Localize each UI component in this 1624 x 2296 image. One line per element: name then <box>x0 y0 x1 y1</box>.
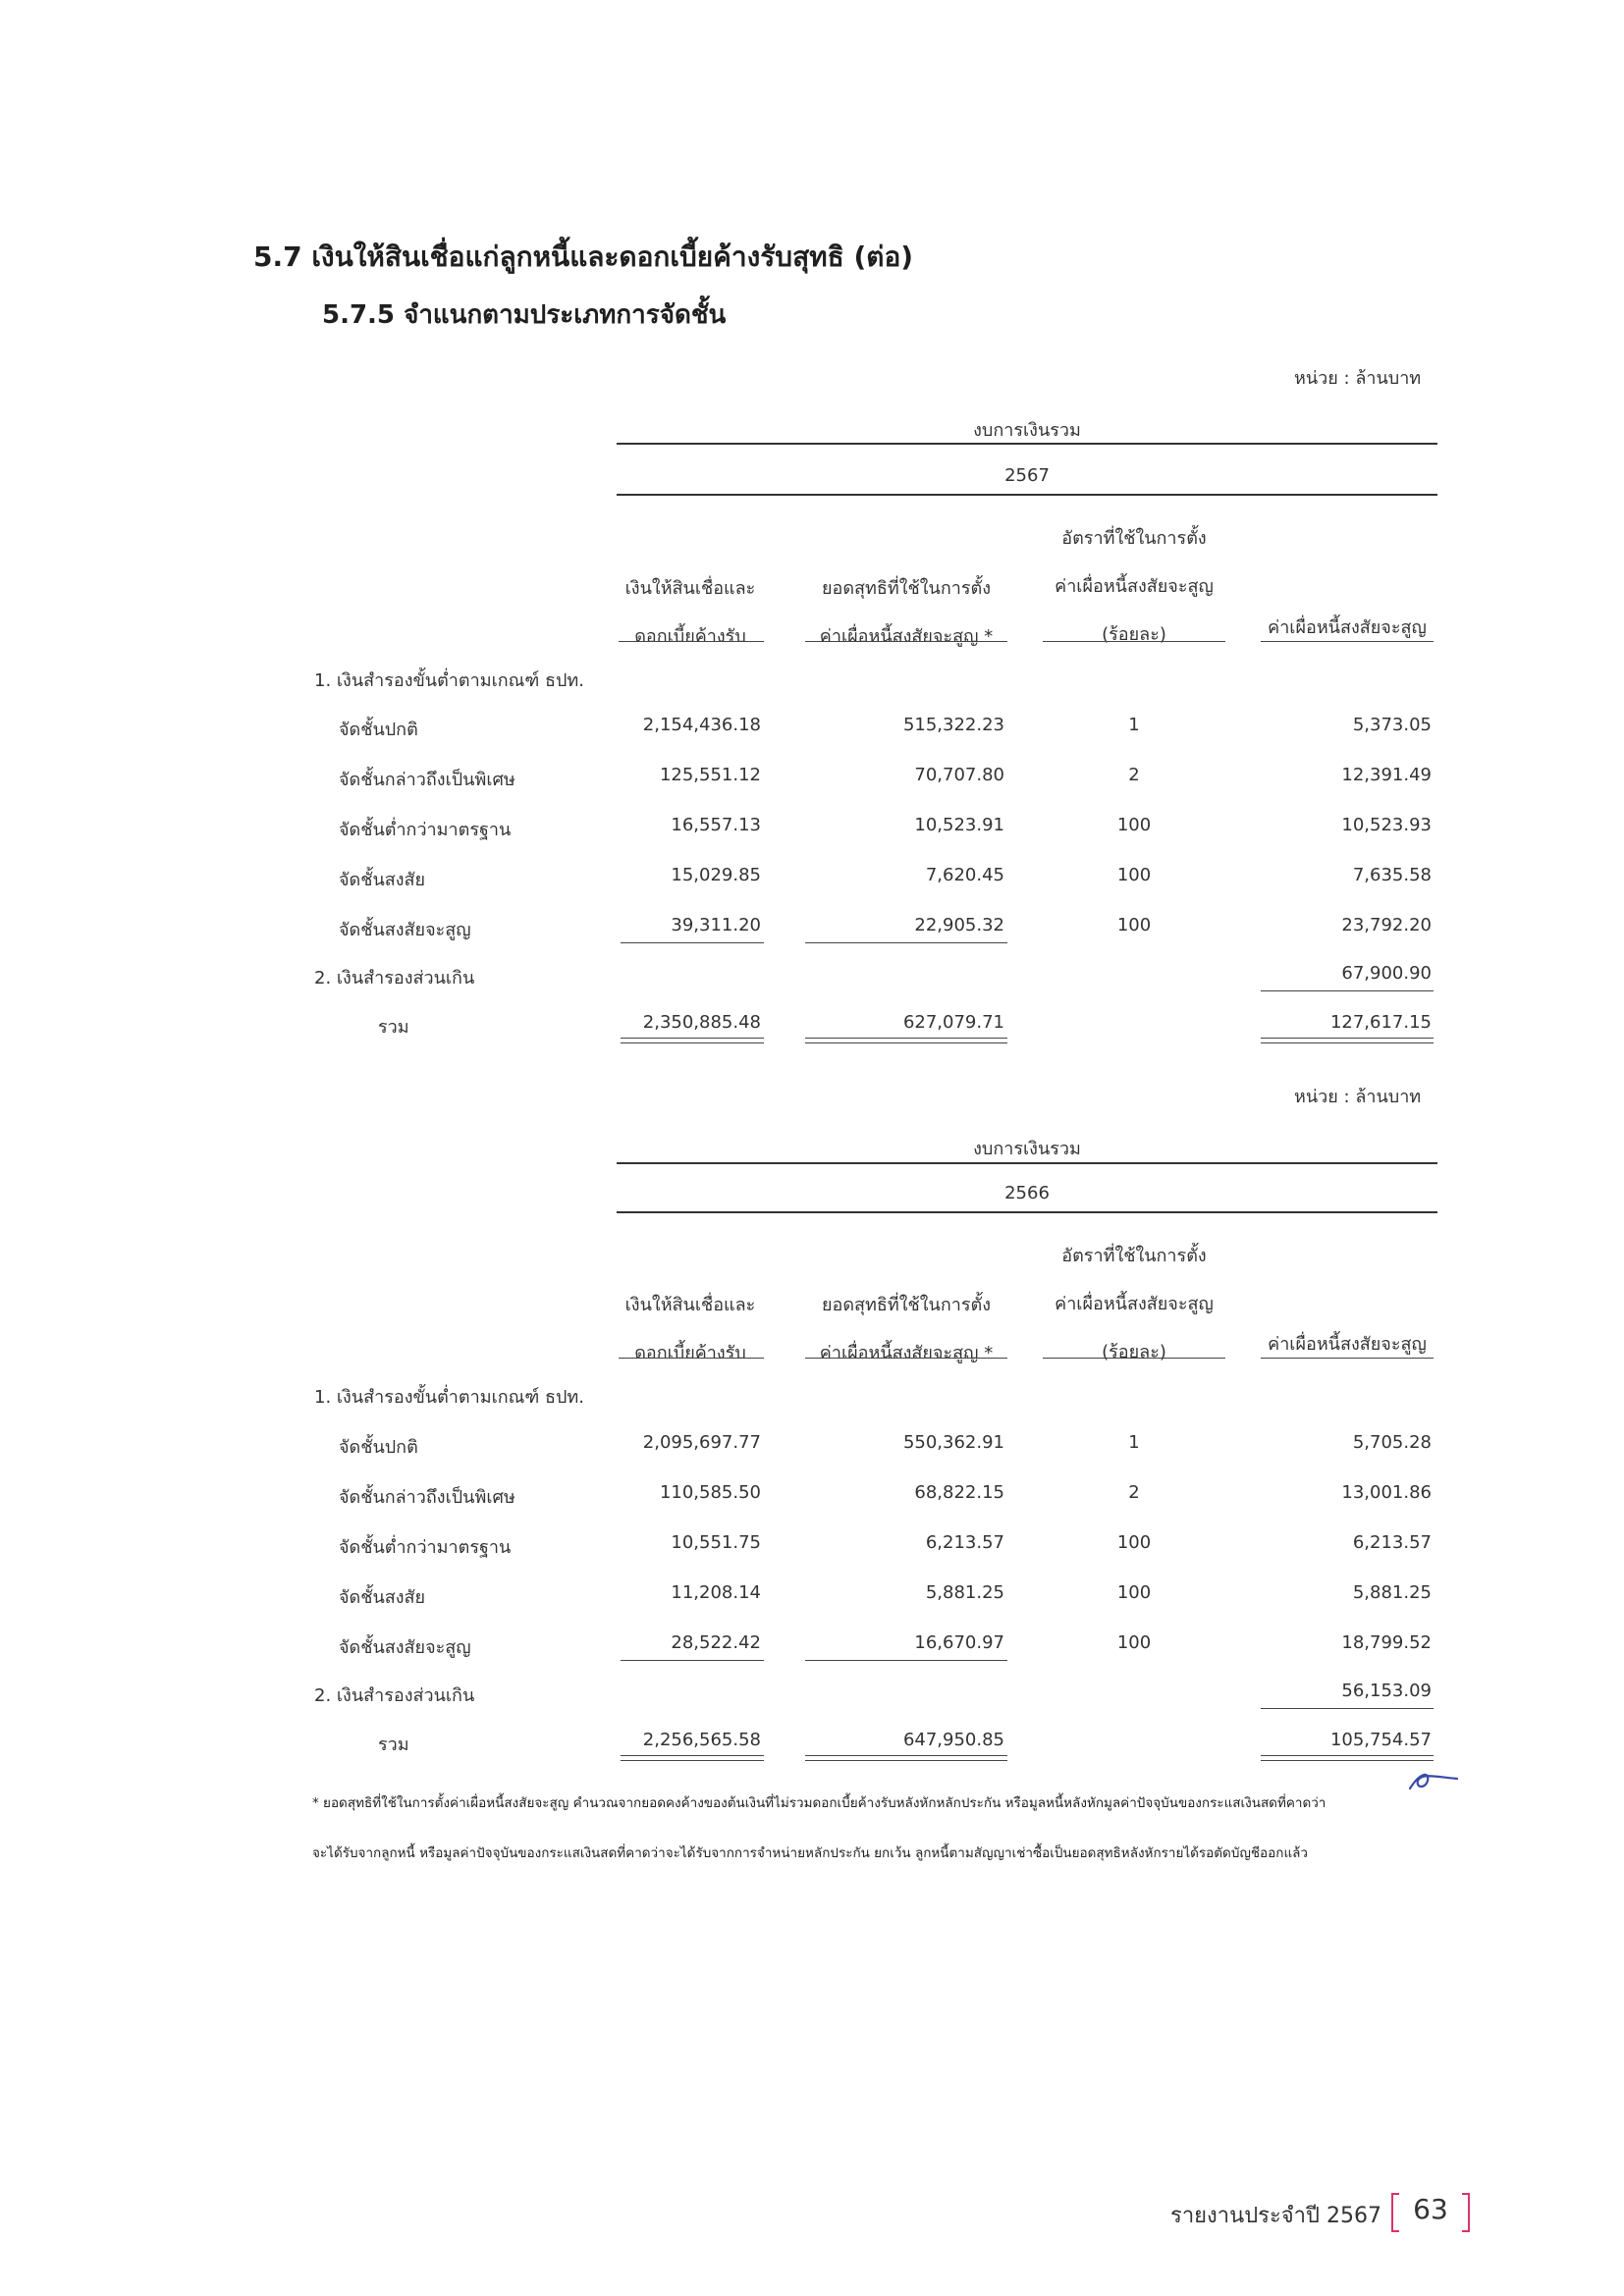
col-header-loans: เงินให้สินเชื่อและ ดอกเบี้ยค้างรับ <box>624 1295 756 1363</box>
section-title: 5.7 เงินให้สินเชื่อแก่ลูกหนี้และดอกเบี้ยค้างรับสุทธิ (ต่อ) <box>253 240 914 273</box>
statement-label: งบการเงินรวม <box>973 1139 1081 1159</box>
statement-label: งบการเงินรวม <box>973 420 1081 441</box>
col-header-loans: เงินให้สินเชื่อและ ดอกเบี้ยค้างรับ <box>624 578 756 647</box>
col-header-net: ยอดสุทธิที่ใช้ในการตั้ง ค่าเผื่อหนี้สงสัยจะสูญ * <box>819 1295 994 1363</box>
year-label: 2567 <box>1004 465 1050 486</box>
year-label: 2566 <box>1004 1183 1050 1203</box>
col-header-rate: อัตราที่ใช้ในการตั้ง ค่าเผื่อหนี้สงสัยจะสูญ (ร้อยละ) <box>1055 1246 1214 1362</box>
page-bracket-left <box>1391 2193 1393 2232</box>
col-header-net: ยอดสุทธิที่ใช้ในการตั้ง ค่าเผื่อหนี้สงสัยจะสูญ * <box>819 578 994 647</box>
unit-label: หน่วย : ล้านบาท <box>1294 1087 1422 1107</box>
footnote-line-2: จะได้รับจากลูกหนี้ หรือมูลค่าปัจจุบันของกระแสเงินสดที่คาดว่าจะได้รับจากการจำหน่ายหลักประกัน ยกเว้น ลูกหนี้ตามสัญญาเช่าซื้อเป็นยอดสุทธิหลังหักรายได้รอตัดบัญชีออกแล้ว <box>312 1845 1309 1861</box>
report-title: รายงานประจำปี 2567 <box>1170 2204 1381 2228</box>
group-label: 1. เงินสำรองขั้นต่ำตามเกณฑ์ ธปท. <box>314 1387 584 1408</box>
initials-mark <box>1406 1767 1465 1796</box>
col-header-allowance: ค่าเผื่อหนี้สงสัยจะสูญ <box>1268 617 1427 638</box>
group-label: 1. เงินสำรองขั้นต่ำตามเกณฑ์ ธปท. <box>314 670 584 691</box>
subsection-title: 5.7.5 จำแนกตามประเภทการจัดชั้น <box>322 300 727 330</box>
footnote-line-1: * ยอดสุทธิที่ใช้ในการตั้งค่าเผื่อหนี้สงสัยจะสูญ คำนวณจากยอดคงค้างของต้นเงินที่ไม่รวมดอกเบี้ยค้างรับหลังหักหลักประกัน หรือมูลหนี้หลังหักมูลค่าปัจจุบันของกระแสเงินสดที่คาดว่า <box>312 1795 1326 1811</box>
page-bracket-right <box>1468 2193 1470 2232</box>
page-number: 63 <box>1413 2193 1448 2225</box>
unit-label: หน่วย : ล้านบาท <box>1294 368 1422 389</box>
col-header-allowance: ค่าเผื่อหนี้สงสัยจะสูญ <box>1268 1334 1427 1355</box>
col-header-rate: อัตราที่ใช้ในการตั้ง ค่าเผื่อหนี้สงสัยจะสูญ (ร้อยละ) <box>1055 528 1214 645</box>
